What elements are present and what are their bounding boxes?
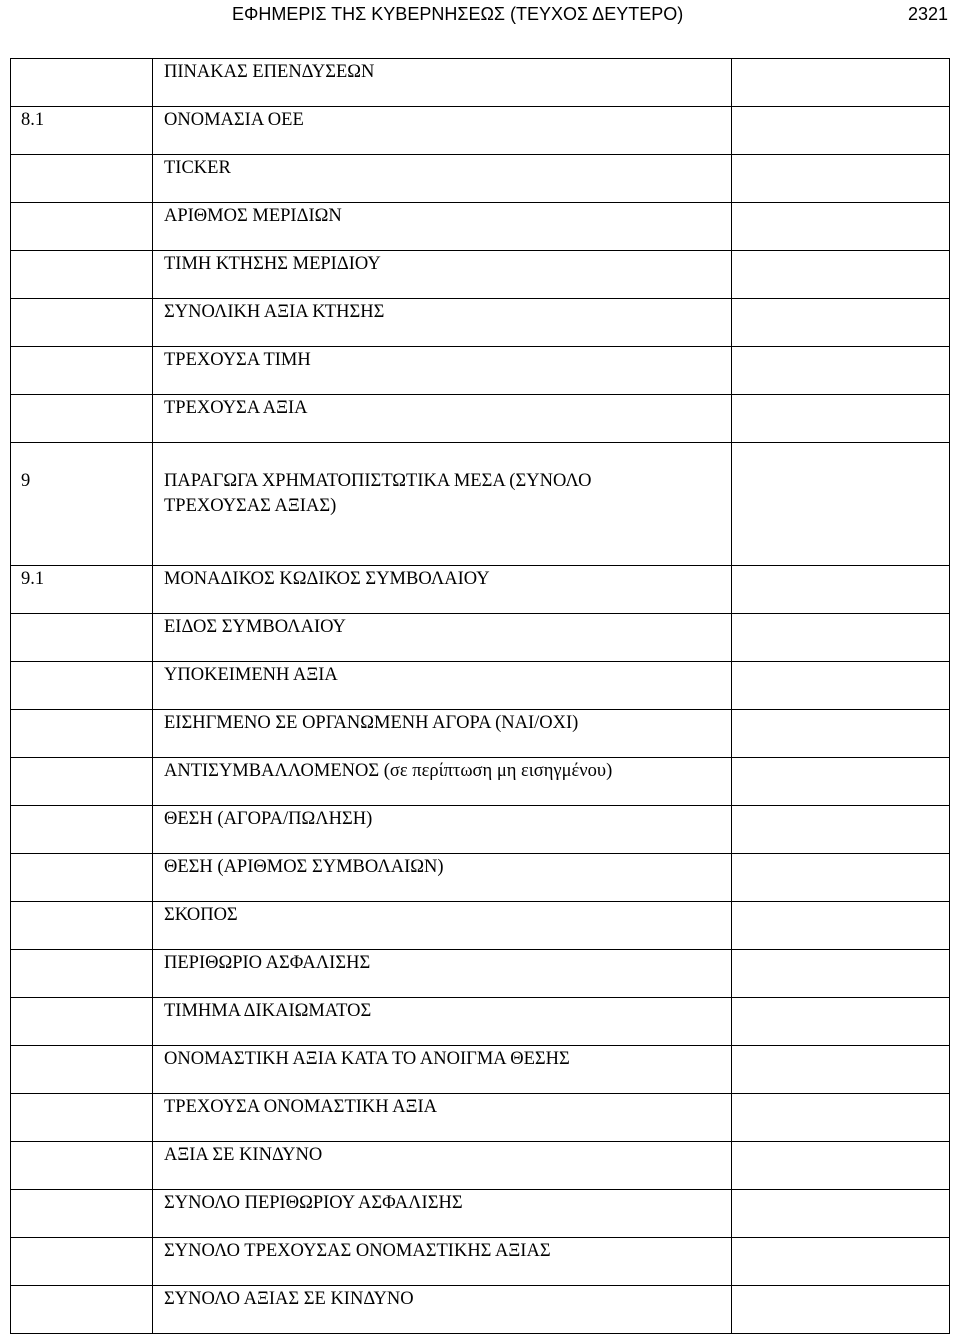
row-number [11,299,152,301]
table-row [11,251,950,299]
row-value [732,998,949,1000]
table-row [11,203,950,251]
row-value [732,395,949,397]
row-label-cell [153,1094,732,1142]
row-number [11,347,152,349]
table-row [11,1238,950,1286]
row-number: 9 [21,471,31,491]
row-label: ΥΠΟΚΕΙΜΕΝΗ ΑΞΙΑ [164,665,338,685]
table-row [11,854,950,902]
row-label-cell [153,59,732,107]
row-value [732,566,949,568]
row-number-cell [11,59,153,107]
row-value [732,443,949,470]
row-label-cell [153,614,732,662]
row-value [732,1142,949,1144]
row-label-cell [153,1046,732,1094]
row-label: ΟΝΟΜΑΣΙΑ ΟΕΕ [164,110,304,130]
row-value-cell[interactable] [732,854,950,902]
row-number-cell [11,566,153,614]
row-label-cell [153,710,732,758]
table-body [11,59,950,1334]
row-value-cell[interactable] [732,806,950,854]
row-number [11,59,152,61]
row-number [11,395,152,397]
row-label: ΘΕΣΗ (ΑΓΟΡΑ/ΠΩΛΗΣΗ) [164,809,373,829]
row-number [11,758,152,760]
row-number-cell [11,710,153,758]
row-label-cell [153,854,732,902]
row-value [732,155,949,157]
row-number [11,251,152,253]
row-value-cell[interactable] [732,1286,950,1334]
table-row [11,395,950,443]
table-row [11,1286,950,1334]
table-row [11,614,950,662]
row-number-cell [11,758,153,806]
row-value-cell[interactable] [732,1142,950,1190]
row-label-cell [153,1142,732,1190]
row-number-cell [11,1094,153,1142]
row-number [11,854,152,856]
row-label: ΟΝΟΜΑΣΤΙΚΗ ΑΞΙΑ ΚΑΤΑ ΤΟ ΑΝΟΙΓΜΑ ΘΕΣΗΣ [164,1049,570,1069]
row-value-cell[interactable] [732,443,950,566]
row-label-cell [153,1190,732,1238]
row-label: ΣΥΝΟΛΟ ΑΞΙΑΣ ΣΕ ΚΙΝΔΥΝΟ [164,1289,414,1309]
row-value-cell[interactable] [732,998,950,1046]
row-label: ΑΝΤΙΣΥΜΒΑΛΛΟΜΕΝΟΣ (σε περίπτωση μη εισηγμένου) [164,761,613,781]
row-label-cell [153,758,732,806]
row-number [11,662,152,664]
row-label: ΤΡΕΧΟΥΣΑ ΑΞΙΑ [164,398,308,418]
row-number-cell [11,1142,153,1190]
row-label: ΑΞΙΑ ΣΕ ΚΙΝΔΥΝΟ [164,1145,323,1165]
row-label: ΣΚΟΠΟΣ [164,905,238,925]
row-value-cell[interactable] [732,614,950,662]
row-value-cell[interactable] [732,1238,950,1286]
row-label: ΠΑΡΑΓΩΓΑ ΧΡΗΜΑΤΟΠΙΣΤΩΤΙΚΑ ΜΕΣΑ (ΣΥΝΟΛΟ [164,471,592,491]
table-row [11,806,950,854]
row-number [11,614,152,616]
row-label: ΣΥΝΟΛΟ ΤΡΕΧΟΥΣΑΣ ΟΝΟΜΑΣΤΙΚΗΣ ΑΞΙΑΣ [164,1241,551,1261]
row-label-cell [153,566,732,614]
table-row [11,59,950,107]
row-value [732,854,949,856]
row-label-cell [153,1238,732,1286]
row-label-cell [153,950,732,998]
row-number-cell [11,107,153,155]
row-value [732,902,949,904]
row-value-cell[interactable] [732,758,950,806]
row-value [732,1238,949,1240]
row-value [732,614,949,616]
row-label: ΕΙΔΟΣ ΣΥΜΒΟΛΑΙΟΥ [164,617,346,637]
row-number-cell [11,395,153,443]
row-value [732,806,949,808]
row-value-cell[interactable] [732,566,950,614]
row-number [11,950,152,952]
investments-table [10,58,950,1334]
row-number-cell [11,662,153,710]
table-row [11,443,950,566]
row-number [11,155,152,157]
table-row [11,1142,950,1190]
row-number [11,998,152,1000]
row-label: ΕΙΣΗΓΜΕΝΟ ΣΕ ΟΡΓΑΝΩΜΕΝΗ ΑΓΟΡΑ (ΝΑΙ/ΟΧΙ) [164,713,579,733]
row-label-cell [153,347,732,395]
row-label: ΑΡΙΘΜΟΣ ΜΕΡΙΔΙΩΝ [164,206,342,226]
row-number-cell [11,1286,153,1334]
row-value [732,251,949,253]
row-number-cell [11,854,153,902]
row-number [11,1190,152,1192]
row-number [11,1238,152,1240]
row-value [732,662,949,664]
row-value-cell[interactable] [732,950,950,998]
table-row [11,299,950,347]
table-row [11,1094,950,1142]
row-number-cell [11,998,153,1046]
row-label-cell [153,443,732,566]
row-number-cell [11,1190,153,1238]
row-value-cell[interactable] [732,1094,950,1142]
table-row [11,1046,950,1094]
row-label-cell [153,902,732,950]
row-number [11,1046,152,1048]
row-value-cell[interactable] [732,299,950,347]
row-label-cell [153,299,732,347]
row-value-cell[interactable] [732,251,950,299]
row-value [732,710,949,712]
row-label: ΜΟΝΑΔΙΚΟΣ ΚΩΔΙΚΟΣ ΣΥΜΒΟΛΑΙΟΥ [164,569,490,589]
row-value [732,107,949,109]
row-label: ΠΕΡΙΘΩΡΙΟ ΑΣΦΑΛΙΣΗΣ [164,953,371,973]
row-value-cell[interactable] [732,1190,950,1238]
row-value [732,1046,949,1048]
table-row [11,998,950,1046]
row-label-cell [153,395,732,443]
row-number [11,806,152,808]
row-value-cell[interactable] [732,203,950,251]
row-number-cell [11,902,153,950]
row-number: 8.1 [21,110,45,130]
row-value [732,1286,949,1288]
row-value [732,1190,949,1192]
row-number-cell [11,299,153,347]
row-label: ΠΙΝΑΚΑΣ ΕΠΕΝΔΥΣΕΩΝ [164,62,375,82]
row-value-cell[interactable] [732,59,950,107]
row-label: ΤΙΜΗ ΚΤΗΣΗΣ ΜΕΡΙΔΙΟΥ [164,254,381,274]
row-value [732,347,949,349]
row-label-cell [153,107,732,155]
row-number [11,710,152,712]
table-row [11,107,950,155]
table-row [11,566,950,614]
row-number-cell [11,251,153,299]
row-label-cell [153,251,732,299]
row-number-cell [11,1238,153,1286]
row-value-cell[interactable] [732,902,950,950]
table-row [11,902,950,950]
row-value [732,950,949,952]
row-label-cell [153,155,732,203]
row-value-cell[interactable] [732,347,950,395]
table-row [11,758,950,806]
row-number-cell [11,806,153,854]
row-label-cell [153,203,732,251]
table-row [11,1190,950,1238]
row-label-cell [153,806,732,854]
table-row [11,950,950,998]
row-value [732,203,949,205]
row-label: ΣΥΝΟΛΙΚΗ ΑΞΙΑ ΚΤΗΣΗΣ [164,302,385,322]
row-number-cell [11,614,153,662]
row-value-cell[interactable] [732,107,950,155]
table-row [11,347,950,395]
row-value [732,758,949,760]
row-value-cell[interactable] [732,662,950,710]
row-value-cell[interactable] [732,1046,950,1094]
row-value [732,299,949,301]
row-number [11,1094,152,1096]
row-label-continuation: ΤΡΕΧΟΥΣΑΣ ΑΞΙΑΣ) [164,496,337,516]
table-row [11,710,950,758]
row-value-cell[interactable] [732,395,950,443]
row-value [732,59,949,61]
row-label: ΤΙΜΗΜΑ ΔΙΚΑΙΩΜΑΤΟΣ [164,1001,372,1021]
row-label: ΤΡΕΧΟΥΣΑ ΤΙΜΗ [164,350,311,370]
row-label-cell [153,1286,732,1334]
row-value [732,1094,949,1096]
page-number: 2321 [908,4,949,24]
row-number: 9.1 [21,569,45,589]
table-row [11,155,950,203]
row-value-cell[interactable] [732,710,950,758]
row-number [11,1286,152,1288]
row-number [11,1142,152,1144]
row-number-cell [11,203,153,251]
row-label: ΘΕΣΗ (ΑΡΙΘΜΟΣ ΣΥΜΒΟΛΑΙΩΝ) [164,857,444,877]
row-value-cell[interactable] [732,155,950,203]
row-label: TICKER [164,158,231,178]
row-number [11,902,152,904]
row-number-cell [11,347,153,395]
row-label: ΣΥΝΟΛΟ ΠΕΡΙΘΩΡΙΟΥ ΑΣΦΑΛΙΣΗΣ [164,1193,463,1213]
gazette-title: ΕΦΗΜΕΡΙΣ ΤΗΣ ΚΥΒΕΡΝΗΣΕΩΣ (ΤΕΥΧΟΣ ΔΕΥΤΕΡΟ) [232,4,684,24]
row-number-cell [11,950,153,998]
row-number-cell [11,1046,153,1094]
row-number-cell [11,155,153,203]
row-number-cell [11,443,153,566]
row-label: ΤΡΕΧΟΥΣΑ ΟΝΟΜΑΣΤΙΚΗ ΑΞΙΑ [164,1097,438,1117]
table-row [11,662,950,710]
row-label-cell [153,998,732,1046]
row-label-cell [153,662,732,710]
row-number [11,203,152,205]
